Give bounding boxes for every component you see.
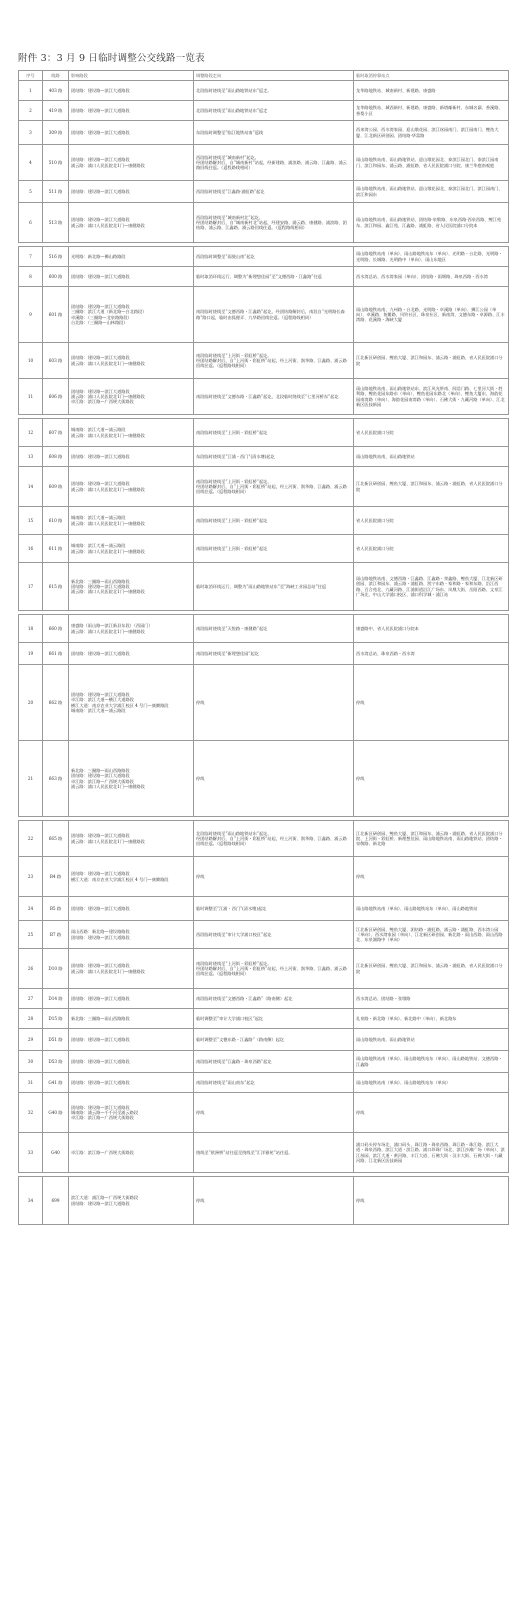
cell-section: 团结路：建设路—滨江大道路段 浦云路：浦口人民医院北1门—康健路段 [69,467,194,507]
cell-line: 661 路 [43,643,69,665]
cell-section: 团结路：建设路—滨江大道路段 [69,101,194,121]
cell-line: 601 路 [43,287,69,343]
cell-section: 团结路：建设路—滨江大道路段 卓江路：滨江大道—横江大道路段 横江大道：南京农业大学浦江校区 4 号门—康腾路段 城南路：滨江大道—浦云路段 [69,665,194,741]
cell-no: 23 [19,857,43,897]
cell-section: 团结路：建设路—滨江大道路段 城南路：浦云路—千千河至浦云路段 卓江路：滨江路—广西埂大街路段 [69,1093,194,1133]
cell-section: 城南路：滨江大道—浦云路段 浦云路：浦口人民医院北1门—康健路段 [69,507,194,535]
cell-stops: 停线 [354,665,509,741]
cell-section: 团结路：建设路—滨江大道路段 浦云路：浦口人民医院北1门—康健路段 [69,145,194,181]
table-row [19,563,509,611]
table-row [19,447,509,467]
table-row [19,287,509,343]
cell-line: 513 路 [43,203,69,243]
cell-stops: 停线 [354,741,509,817]
cell-stops: 停线 [354,1093,509,1133]
cell-no: 1 [19,81,43,101]
cell-no: 11 [19,379,43,415]
cell-no: 20 [19,665,43,741]
header-section: 影响路段 [69,71,194,81]
cell-direction: 北段临时绕线至“雨山路地铁站东”返走。 [194,81,354,101]
table-row [19,467,509,507]
table-row [19,379,509,415]
cell-stops: 西来湾公园、西水湾家园、迎山墩花园、滨江丝园南门、滨江园南门、鲤鱼大厦、江北新区研创园、团结路·华富路 [354,121,509,145]
cell-no: 19 [19,643,43,665]
cell-direction: 临时调整至“审计大学浦口校区”起讫 [194,1009,354,1029]
table-row [19,821,509,857]
cell-line: 607 路 [43,419,69,447]
cell-no: 3 [19,121,43,145]
cell-section: 团结路：建设路—滨江大道路段 [69,897,194,921]
cell-line: 606 路 [43,379,69,415]
cell-stops: 停线 [354,1177,509,1225]
cell-no: 2 [19,101,43,121]
cell-no: 10 [19,343,43,379]
table-row [19,665,509,741]
cell-no: 21 [19,741,43,817]
cell-section: 团结路：建设路—滨江大道路段 [69,81,194,101]
cell-stops: 雨山路地铁站南（单向）、雨山路地铁站东（单向）、雨山路地铁站 [354,897,509,921]
table-row [19,1133,509,1173]
cell-line: D15 路 [43,1009,69,1029]
cell-section: 团结路：建设路—滨江大道路段 浦云路：浦口人民医院北1门—康健路段 [69,949,194,989]
cell-no: 9 [19,287,43,343]
cell-no: 26 [19,949,43,989]
cell-section: 新北路：三圈路—雨山西路路段 [69,1009,194,1029]
cell-direction: 西段临时绕线至“江鑫路·浦虹路”起讫 [194,181,354,203]
cell-section: 团结路：建设路—滨江大道路段 横江大道：南京农业大学浦江校区 4 号门—康腾路段 [69,857,194,897]
cell-stops: 雨山路地铁站南、九州路・台北路、光明路・卓溪路（单向）、狮江公园（单向）、卓溪路、鱼鳖路、风铃社区、珠泉社区、新南湾、文德东路・卓源路、江丰湾路、花溪路・海峡大厦 [354,287,509,343]
cell-line: 600 路 [43,267,69,287]
cell-stops: 龙华路地铁站、城南新村、新建路、康盛路 [354,81,509,101]
cell-stops: 雨山路地铁站南（单向）、雨山路地铁站东（单向） [354,1073,509,1093]
cell-stops: 雨山路地铁站南、雨山路地铁站、迎山墩花园北、泰滨江园北门、泰滨江园南门、滨江和园东、浦云路、浦虹路、省人民医院浦口分院、康兰华庭南观庭 [354,145,509,181]
table-row [19,643,509,665]
cell-no: 14 [19,467,43,507]
cell-direction: 临时取消环线运行，调整为“雨山路地铁站东”至“海峡工业园总站”往返 [194,563,354,611]
table-row [19,1029,509,1051]
cell-no: 18 [19,615,43,643]
cell-direction: 东段临时绕线至“江浦・西门”(清水塘)起讫 [194,447,354,467]
cell-section: 团结路：建设路—滨江大道路段 三圈路：滨江大道（新北路—白北路段） 卓溪路：（三圈路—北泉路路段） 台北路：（三圈路—山林路段） [69,287,194,343]
table-body [19,81,509,1225]
cell-stops: 省人民医院浦口分院 [354,507,509,535]
cell-stops: 省人民医院浦口分院 [354,419,509,447]
cell-direction: 停线 [194,741,354,817]
cell-line: 603 路 [43,343,69,379]
table-row [19,247,509,267]
cell-section: 团结路：建设路—滨江大道路段 浦云路：浦口人民医院北1门—康健路段 [69,821,194,857]
cell-no: 17 [19,563,43,611]
cell-line: 403 路 [43,81,69,101]
cell-direction: 西段临时绕线至“城南新村”起讫。 经团结路解封后，自“城南新村”站起，经新建路、浦滨路、浦云路、江鑫路、浦云路回线往返。（返程路线相同） [194,145,354,181]
cell-no: 33 [19,1133,43,1173]
cell-no: 30 [19,1051,43,1073]
cell-stops: 礼泉路・新北路（单向）、新北路中（单向）、新北路东 [354,1009,509,1029]
cell-section: 卓江路：滨江路—广西埂大街路段 [69,1133,194,1173]
cell-no: 31 [19,1073,43,1093]
cell-no: 5 [19,181,43,203]
table-row [19,181,509,203]
cell-section: 团结路：建设路—滨江大道路段 [69,1029,194,1051]
table-row [19,81,509,101]
cell-stops: 江北新区研创园、鲤鱼大厦、滨江和园东、浦云路・浦虹路、省人民医院浦口分院 [354,467,509,507]
cell-direction: 南段临时绕线至“新理想佳园”起讫 [194,643,354,665]
cell-stops: 江北新区研创园、鲤鱼大厦、滨江和园东、浦云路・浦虹路、省人民医院浦口分院 [354,949,509,989]
table-row [19,1177,509,1225]
table-row [19,857,509,897]
cell-line: 419 路 [43,101,69,121]
cell-line: D51 路 [43,1029,69,1051]
cell-direction: 南段临时绕线至“上河街・彩虹桥”起讫。 经团结路解封后，自“上河街・彩虹桥”站起，经上河街、润华路、江鑫路、浦云路回线往返。（返程路线相同） [194,949,354,989]
cell-stops: 雨山路地铁站南、雨山路地铁站 [354,1029,509,1051]
table-row [19,615,509,643]
bus-adjustment-table [18,70,509,1225]
cell-direction: 临时调整至“江浦・西门”(清水塘)起讫 [194,897,354,921]
cell-no: 27 [19,989,43,1009]
header-direction: 调整路段走向 [194,71,354,81]
cell-section: 团结路：建设路—滨江大道路段 [69,181,194,203]
cell-section: 新北路：三圈路—雨山西路路段 团结路：建设路—滨江大道路段 卓江路：滨江路—广西埂大街路段 浦云路：浦口人民医院北1门—康健路段 [69,741,194,817]
cell-line: 309 路 [43,121,69,145]
cell-section: 城南路：滨江大道—浦云路段 浦云路：浦口人民医院北1门—康健路段 [69,419,194,447]
cell-section: 团结路：建设路—滨江大道路段 [69,121,194,145]
cell-direction: 临时取消环线运行，调整为“新理想佳园”至“文德西路・江鑫路”往返 [194,267,354,287]
cell-direction: 停线 [194,1093,354,1133]
cell-direction: 北段临时绕线至“雨山路地铁站东”起讫。 经团结路解封后，自“上河街・彩虹桥”站起，经上河街、润华路、江鑫路、浦云路回线往返。（返程路线相同） [194,821,354,857]
cell-line: 510 路 [43,145,69,181]
cell-section: 康盛路（雨山路—滨江新县东段）（西园门） 浦云路：浦口人民医院北1门—康健路段 [69,615,194,643]
cell-direction: 南段临时绕线至“天悦路・康健路”起讫 [194,615,354,643]
table-row [19,1051,509,1073]
cell-line: 615 路 [43,563,69,611]
cell-no: 28 [19,1009,43,1029]
cell-no: 6 [19,203,43,243]
cell-section: 团结路：建设路—滨江大道路段 [69,1073,194,1093]
cell-direction: 南段临时绕线至“文德西路・江鑫路”起讫，经团结路解封后，南段自“光明路长森路”路口起，临时由狐狸弄、九华路回线往返。（返程路线相同） [194,287,354,343]
table-row [19,1073,509,1093]
cell-no: 25 [19,921,43,949]
header-stops: 临时取消停靠站点 [354,71,509,81]
cell-stops: 龙华路地铁站、城西新村、新建路、康盛路、新塔邮新村、东城名邸、香溪路、香梨小区 [354,101,509,121]
cell-section: 滨江大道：浦江路—广西埂大街路段 团结路：建设路—滨江大道路段 [69,1177,194,1225]
cell-section: 团结路：建设路—滨江大道路段 浦云路：浦口人民医院北1门—康健路段 卓江路：滨江路—广西埂大街路段 [69,379,194,415]
table-row [19,507,509,535]
cell-stops: 停线 [354,857,509,897]
cell-direction: 南段临时绕线至“上河街・彩虹桥”起讫。 经团结路解封后，自“上河街・彩虹桥”站起，经上河街、润华路、江鑫路、浦云路回线往返。（返程路线相同） [194,343,354,379]
cell-direction: 临时调整至“文德东路・江鑫路”（路南侧）起讫 [194,1029,354,1051]
cell-line: B7 路 [43,921,69,949]
table-row [19,101,509,121]
cell-stops: 雨山路地铁站南、雨山路地铁站、迎山墩花园北、泰滨江园北门、滨江园南门、滨江和园东 [354,181,509,203]
cell-line: 662 路 [43,665,69,741]
cell-direction: 南段临时绕线至“江鑫路・珠泉西路”起讫 [194,1051,354,1073]
cell-line: 660 路 [43,615,69,643]
table-row [19,267,509,287]
cell-section: 雨山西路：新北路—建设路路段 团结路：建设路—滨江大道路段 [69,921,194,949]
cell-direction: 南段临时绕线至“上河街・彩虹桥”起讫 [194,419,354,447]
cell-line: D14 路 [43,989,69,1009]
table-row [19,949,509,989]
cell-stops: 康盛路中、省人民医院浦口分院本 [354,615,509,643]
cell-line: 516 路 [43,247,69,267]
cell-stops: 省人民医院浦口分院 [354,535,509,563]
cell-no: 34 [19,1177,43,1225]
cell-direction: 南段临时绕线至“上河街・彩虹桥”起讫 [194,535,354,563]
cell-no: 4 [19,145,43,181]
cell-line: 511 路 [43,181,69,203]
cell-stops: 雨山路地铁站南、雨山路地铁站、团结路·泉敬路、东泉西路·西泉西路、鲤江苑东、滨江和园、鑫江苑、江鑫路、浦虹路、省人民医院浦口分院本 [354,203,509,243]
table-row [19,535,509,563]
cell-no: 16 [19,535,43,563]
table-row [19,145,509,181]
cell-stops: 雨山路地铁站南（单向）、雨山路地铁站东（单向）、雨山路地铁站、文德西路・江鑫路 [354,1051,509,1073]
cell-direction: 停线 [194,857,354,897]
cell-section: 团结路：建设路—滨江大道路段 [69,643,194,665]
cell-section: 团结路：建设路—滨江大道路段 浦云路：浦口人民医院北1门—康健路段 [69,343,194,379]
cell-line: 609 路 [43,467,69,507]
header-line: 线路 [43,71,69,81]
cell-line: 608 路 [43,447,69,467]
cell-no: 32 [19,1093,43,1133]
cell-direction: 西段临时调整至“雨骏山南”起讫 [194,247,354,267]
cell-stops: 浦口码头停车场北、浦口码头、珠江路・珠泉西路、珠江路・珠江路、滨江大道・珠泉西路、滨江大道・滨江路、浦口珍珠广场北、滨江沙滩广场（单向）、滨江丝园、滨江大道・黄河路、丰江大道、石佛大街・汉丰大街、石佛大街・九藏河路、江北新区医技新园 [354,1133,509,1173]
cell-direction: 西段临时绕线至“城南新村北”起讫。 经团结路解封后，自“城南新村北”站起，经建安路、浦云路、康健路、浦滨路、团结路、浦云路、江鑫路、浦云路回线往返。（返程路线相同） [194,203,354,243]
cell-line: D53 路 [43,1051,69,1073]
cell-stops: 西水湾总站、西水湾家园（单向）、团结路・雨堰路、珠泉西路・西水湾 [354,267,509,287]
cell-line: B5 路 [43,897,69,921]
cell-line: G40 路 [43,1093,69,1133]
cell-direction: 南段临时绕线至“上河街・彩虹桥”起讫 [194,507,354,535]
cell-section: 新北路：三圈路—雨山西路路段 团结路：建设路—滨江大道路段 浦云路：浦口人民医院北1门—康健路段 [69,563,194,611]
cell-line: 665 路 [43,821,69,857]
cell-no: 12 [19,419,43,447]
cell-line: D10 路 [43,949,69,989]
cell-direction: 北段临时绕线至“雨山路地铁站东”返走 [194,101,354,121]
table-row [19,1009,509,1029]
cell-stops: 雨山路地铁站南、文德西路・江鑫路、江鑫路・荣鑫路、鲤鱼大厦、江北新区研创园、滨江和园东、浦云路・浦虹路、凯宁东路・家和路・家和东路、沿江西路、百合苑北、九藏河路、江浦街道沿江广场东、凤凰大街、岳阳西路、文泉江广场北、中山大学浦口校区、浦口科学城・浦江站 [354,563,509,611]
table-row [19,203,509,243]
cell-no: 24 [19,897,43,921]
cell-line: 610 路 [43,507,69,535]
cell-stops: 江北新区研创园、鲤鱼大厦、团结路・浦虹路、浦云路・浦虹路、西水湾公园（单向）、西水湾家园（单向）、江北新区研创园、新北路・雨山西路、雨山西路北、东泉湖路中（单向） [354,921,509,949]
table-row [19,343,509,379]
cell-section: 团结路：建设路—滨江大道路段 [69,1051,194,1073]
cell-direction: 东段临时调整至“临江地铁站南”返线 [194,121,354,145]
cell-stops: 雨山路地铁站南、雨山路地铁站东、滨江风光带南、闻浩门路、七里河大街・胜利路、鲤鱼花园东路东（单向）、鲤鱼花园东路北（单向）、鲤鱼大厦东、海韵花园南湾路（单向）、海韵花园南湾路（单向）、石佛大街・九藏河路（单向）、江北新区医技新园 [354,379,509,415]
cell-direction: 绕线至“欧洲桥”站往返至绕线至“汇洋雅苑”站往返。 [194,1133,354,1173]
cell-line: G41 路 [43,1073,69,1093]
cell-section: 团结路：建设路—滨江大道路段 [69,989,194,1009]
table-row [19,989,509,1009]
cell-line: G40 [43,1133,69,1173]
cell-section: 团结路：建设路—滨江大道路段 浦云路：浦口人民医院北1门—康健路段 [69,203,194,243]
cell-stops: 江北新区研创园、鲤鱼大厦、滨江和园东、浦云路・浦虹路、省人民医院浦口分院 [354,343,509,379]
cell-line: 699 [43,1177,69,1225]
cell-stops: 西水湾总站、团结路・张墩路 [354,989,509,1009]
cell-direction: 停线 [194,1177,354,1225]
cell-line: B4 路 [43,857,69,897]
cell-no: 7 [19,247,43,267]
cell-direction: 南段临时绕线至“上河街・彩虹桥”起讫。 经团结路解封后，自“上河街・彩虹桥”站起，经上河街、润华路、江鑫路、浦云路回线往返。（返程路线相同） [194,467,354,507]
cell-no: 29 [19,1029,43,1051]
cell-line: 611 路 [43,535,69,563]
header-no: 序号 [19,71,43,81]
cell-direction: 南段临时绕线至“雨山南东”起讫 [194,1073,354,1093]
cell-stops: 江北新区研创园、鲤鱼大厦、滨江和园东、浦云路・浦虹路、省人民医院浦口分院、上河街・彩虹桥、新理想佳园、雨山路地铁站南、雨山路地铁站、团结路・泉敬路、新北路 [354,821,509,857]
cell-section: 团结路：建设路—滨江大道路段 [69,447,194,467]
cell-no: 22 [19,821,43,857]
cell-no: 15 [19,507,43,535]
table-header-row [19,71,509,81]
cell-direction: 南段临时绕线至“文德西路・江鑫路”（路南侧）起讫 [194,989,354,1009]
cell-direction: 西段临时绕线至“审计大学浦口校区”起讫 [194,921,354,949]
cell-no: 13 [19,447,43,467]
cell-no: 8 [19,267,43,287]
cell-section: 光明路：新北路—狮山路路段 [69,247,194,267]
cell-section: 团结路：建设路—滨江大道路段 [69,267,194,287]
cell-direction: 停线 [194,665,354,741]
table-row [19,897,509,921]
table-row [19,921,509,949]
document-title: 附件 3：3 月 9 日临时调整公交线路一览表 [18,53,205,64]
cell-stops: 雨山路地铁站南、雨山路地铁站 [354,447,509,467]
cell-direction: 南段临时绕线至“文德东路・江鑫路”起讫，北段临时绕线至“七里河桥东”起讫 [194,379,354,415]
cell-stops: 西水湾总站、珠泉西路・西水湾 [354,643,509,665]
cell-stops: 雨山路地铁站南（单向）、雨山路地铁站东（单向）、光明路・台北路、光明路・光明路、长城路、光明路中（单向）、雨山东地区 [354,247,509,267]
table-row [19,419,509,447]
table-row [19,121,509,145]
table-row [19,741,509,817]
cell-line: 663 路 [43,741,69,817]
cell-section: 城南路：滨江大道—浦云路段 浦云路：浦口人民医院北1门—康健路段 [69,535,194,563]
table-row [19,1093,509,1133]
